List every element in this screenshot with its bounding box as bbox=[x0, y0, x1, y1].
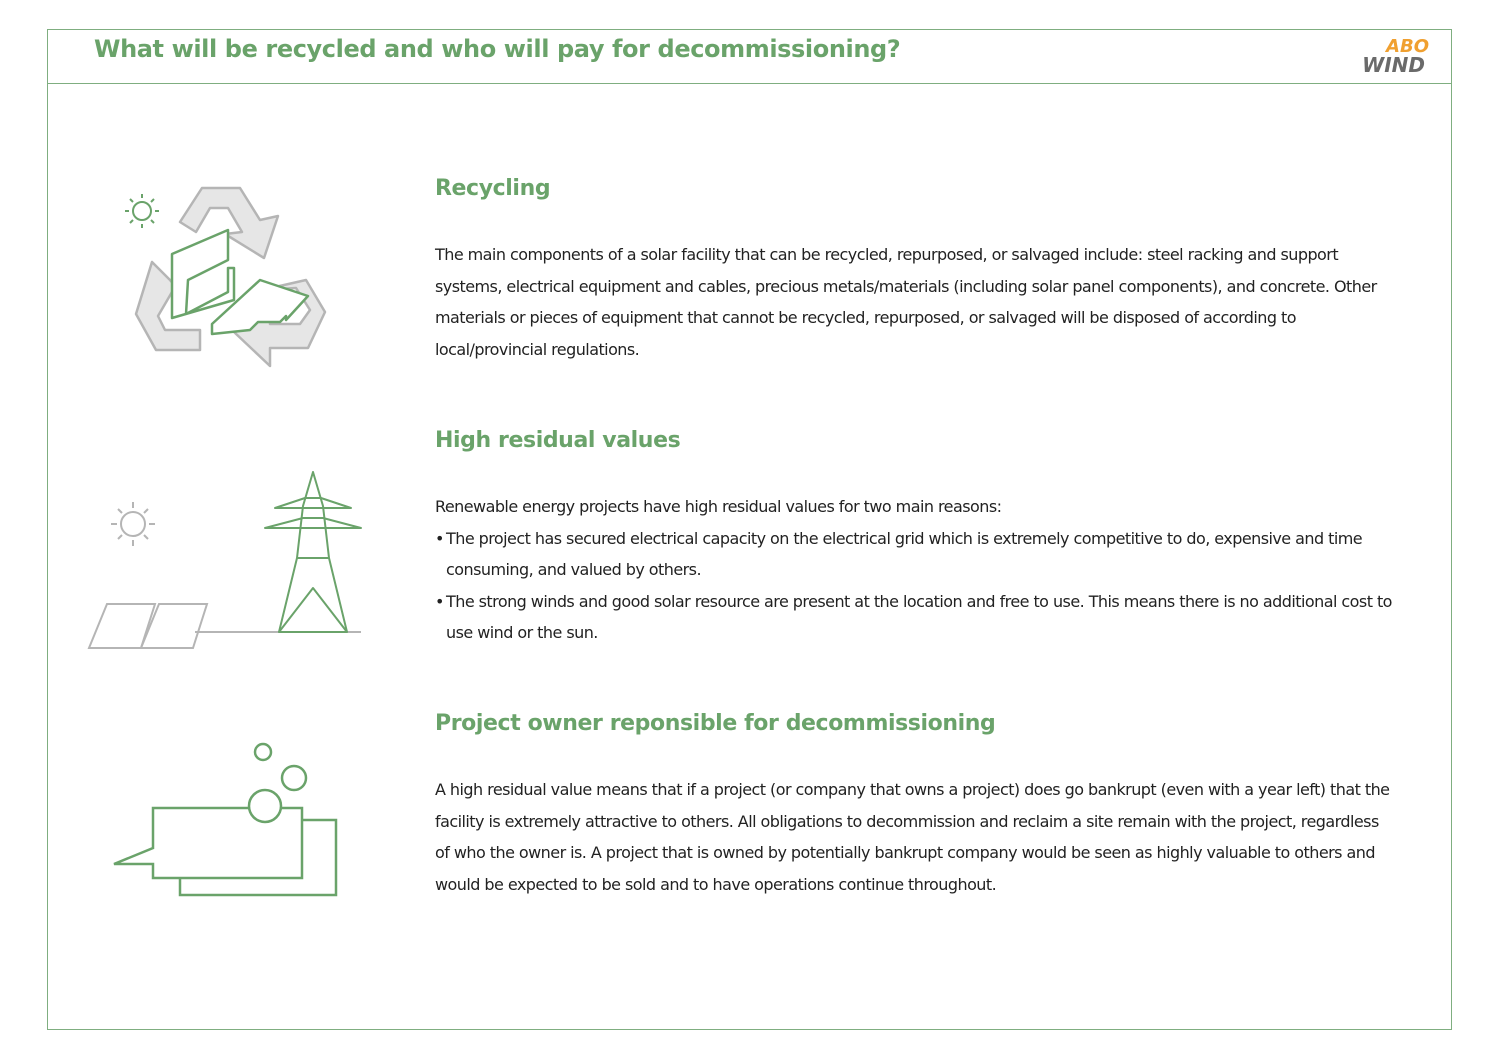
bullet-marker: • bbox=[435, 591, 444, 611]
sun-icon bbox=[125, 194, 159, 228]
page-header bbox=[48, 30, 1451, 84]
section-body: The main components of a solar facility that can be recycled, repurposed, or salvaged include: steel racking and support systems, electrical equipment and cables, precious metals/materials (including solar panel components), and concrete. Other materials or pieces of equipment that cannot be recycled, repurposed, or salvaged will be disposed of according to local/provincial regulations. bbox=[435, 245, 1377, 359]
section-intro: Renewable energy projects have high residual values for two main reasons: bbox=[435, 497, 1002, 516]
section-decommissioning bbox=[435, 709, 1395, 900]
section-heading: Recycling bbox=[435, 176, 551, 201]
pylon-icon bbox=[265, 472, 361, 632]
section-heading: High residual values bbox=[435, 428, 681, 453]
list-item bbox=[435, 586, 1395, 649]
section-heading: Project owner reponsible for decommissioning bbox=[435, 711, 996, 736]
recycle-icon bbox=[110, 180, 340, 375]
logo-abo-text: ABO bbox=[1386, 36, 1429, 57]
section-body: A high residual value means that if a project (or company that owns a project) does go bankrupt (even with a year left) that the facility is extremely attractive to others. All obligations to decommission and reclaim a site remain with the project, regardless of who the owner is. A project that is owned by potentially bankrupt company would be seen as highly valuable to others and would be expected to be sold and to have operations continue throughout. bbox=[435, 780, 1390, 894]
section-recycling bbox=[435, 174, 1395, 365]
list-item bbox=[435, 523, 1395, 586]
list-item-text: The strong winds and good solar resource are present at the location and free to use. This means there is no additional cost to use wind or the sun. bbox=[446, 591, 1392, 642]
logo-wind-text: WIND bbox=[1362, 53, 1425, 77]
abo-wind-logo bbox=[1355, 38, 1429, 78]
list-item-text: The project has secured electrical capacity on the electrical grid which is extremely competitive to do, expensive and time consuming, and valued by others. bbox=[446, 528, 1363, 579]
section-residual-values bbox=[435, 426, 1395, 649]
solar-panel-icon bbox=[89, 604, 207, 648]
power-pylon-solar-icon bbox=[85, 468, 370, 658]
sun-icon bbox=[111, 502, 155, 546]
page-title: What will be recycled and who will pay for decommissioning? bbox=[94, 35, 901, 63]
speech-bubbles-icon bbox=[110, 738, 345, 900]
bullet-marker: • bbox=[435, 528, 444, 548]
bullet-list bbox=[435, 523, 1395, 649]
